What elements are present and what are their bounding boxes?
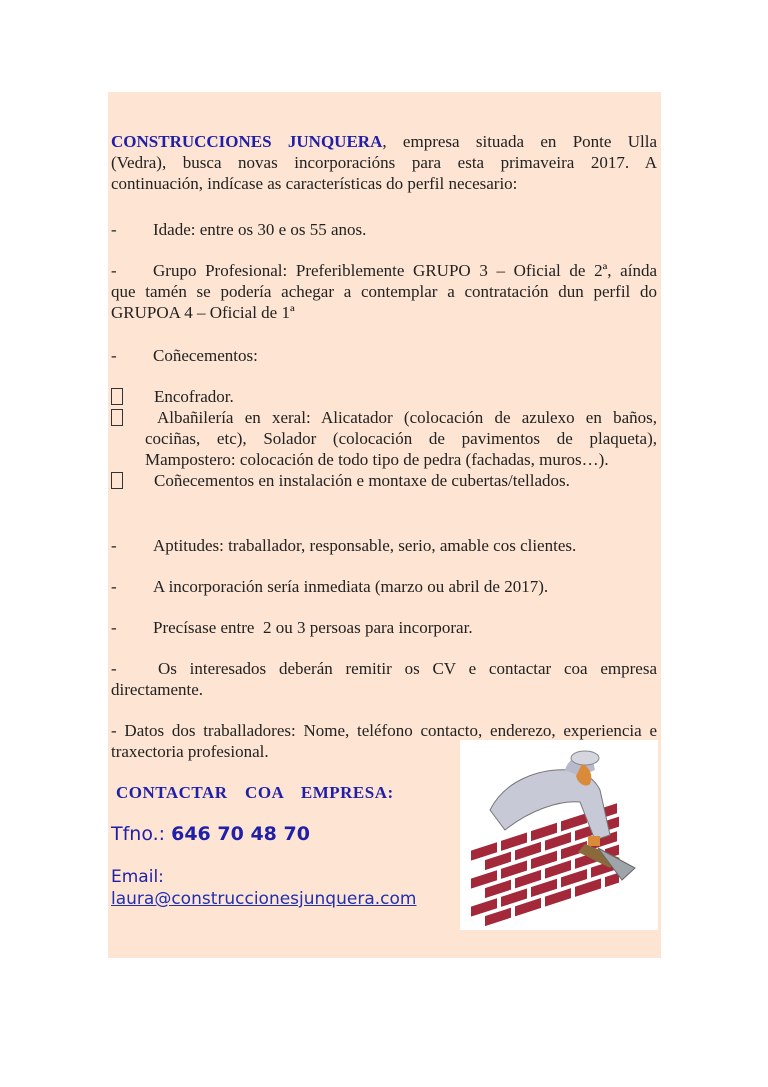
sub-item-albanileria-line-2: cociñas, etc), Solador (colocación de pavimentos de plaqueta), [145,429,657,448]
bricklayer-illustration [460,740,658,930]
checkbox-bullet-icon [111,472,123,489]
item-grupo-line-3: GRUPOA 4 – Oficial de 1ª [111,303,295,322]
email-link[interactable]: laura@construccionesjunquera.com [111,889,417,909]
phone-label: Tfno.: [111,823,172,845]
bricklayer-illustration-svg [460,740,658,930]
sub-item-albanileria-line-3: Mampostero: colocación de todo tipo de pedra (fachadas, muros…). [145,450,609,469]
intro-line-3: continuación, indícase as características do perfil necesario: [111,174,518,193]
item-datos-line-2: traxectoria profesional. [111,742,269,761]
item-interesados-line-2: directamente. [111,680,204,699]
phone-number[interactable]: 646 70 48 70 [171,823,310,845]
intro-line-2: (Vedra), busca novas incorporacións para esta primaveira 2017. A [111,153,657,172]
checkbox-bullet-icon [111,388,123,405]
intro-line-1: CONSTRUCCIONES JUNQUERA, empresa situada en Ponte Ulla [111,132,657,151]
item-grupo-line-2: que tamén se podería achegar a contemplar a contratación dun perfil do [111,282,657,301]
checkbox-bullet-icon [111,409,123,426]
contact-heading: CONTACTAR COA EMPRESA: [116,783,394,802]
email-label: Email: [111,867,164,887]
company-name: CONSTRUCCIONES JUNQUERA [111,132,383,151]
item-datos-line-1: - Datos dos traballadores: Nome, teléfono contacto, enderezo, experiencia e [111,721,657,740]
phone-line [111,823,310,845]
